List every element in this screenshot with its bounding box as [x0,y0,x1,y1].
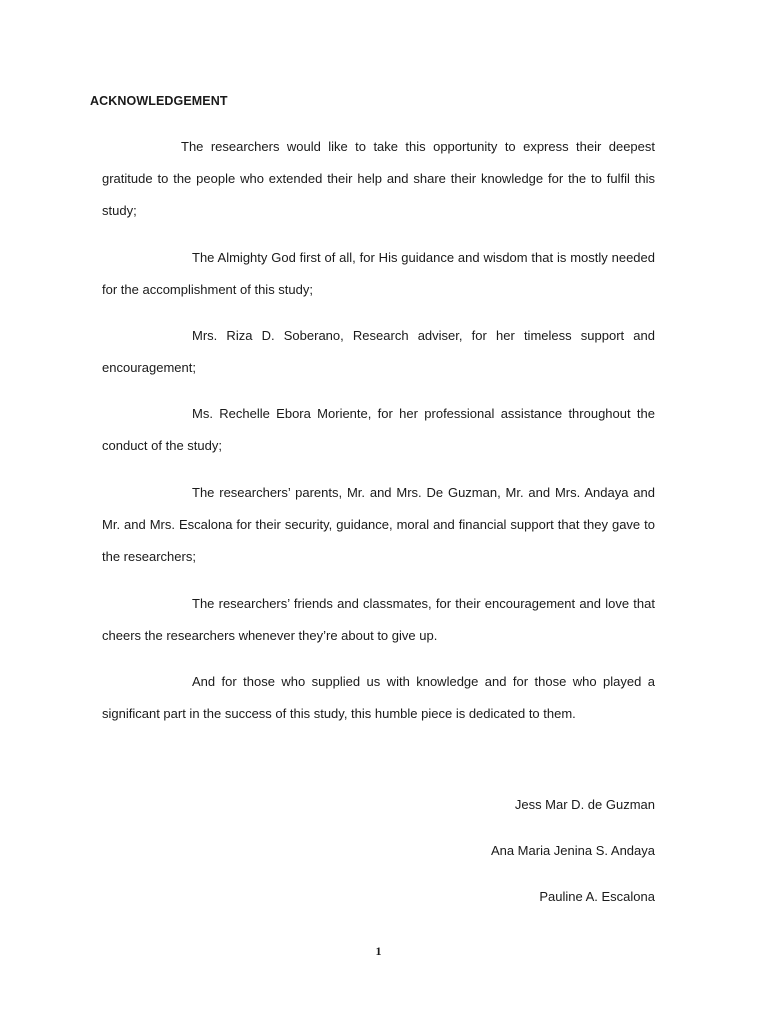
signatory-name: Ana Maria Jenina S. Andaya [490,843,655,858]
paragraph-parents: The researchers’ parents, Mr. and Mrs. De Guzman, Mr. and Mrs. Andaya and Mr. and Mrs. Escalona for their security, guidance, moral and financial support that they gave to the researchers; [102,485,655,564]
page-number: 1 [375,944,382,958]
signatory-name: Pauline A. Escalona [539,889,655,904]
paragraph-god: The Almighty God first of all, for His guidance and wisdom that is mostly needed for the accomplishment of this study; [102,250,655,297]
signatory-name: Jess Mar D. de Guzman [514,797,655,812]
paragraph-adviser: Mrs. Riza D. Soberano, Research adviser, for her timeless support and encouragement; [102,328,655,375]
paragraph-assistance: Ms. Rechelle Ebora Moriente, for her professional assistance throughout the conduct of the study; [102,406,655,453]
page-title: ACKNOWLEDGEMENT [90,94,228,108]
paragraph-intro: The researchers would like to take this opportunity to express their deepest gratitude to the people who extended their help and share their knowledge for the to fulfil this study; [102,139,655,218]
paragraph-dedication: And for those who supplied us with knowledge and for those who played a significant part in the success of this study, this humble piece is dedicated to them. [102,674,655,721]
paragraph-friends: The researchers’ friends and classmates, for their encouragement and love that cheers the researchers whenever they’re about to give up. [102,596,655,643]
